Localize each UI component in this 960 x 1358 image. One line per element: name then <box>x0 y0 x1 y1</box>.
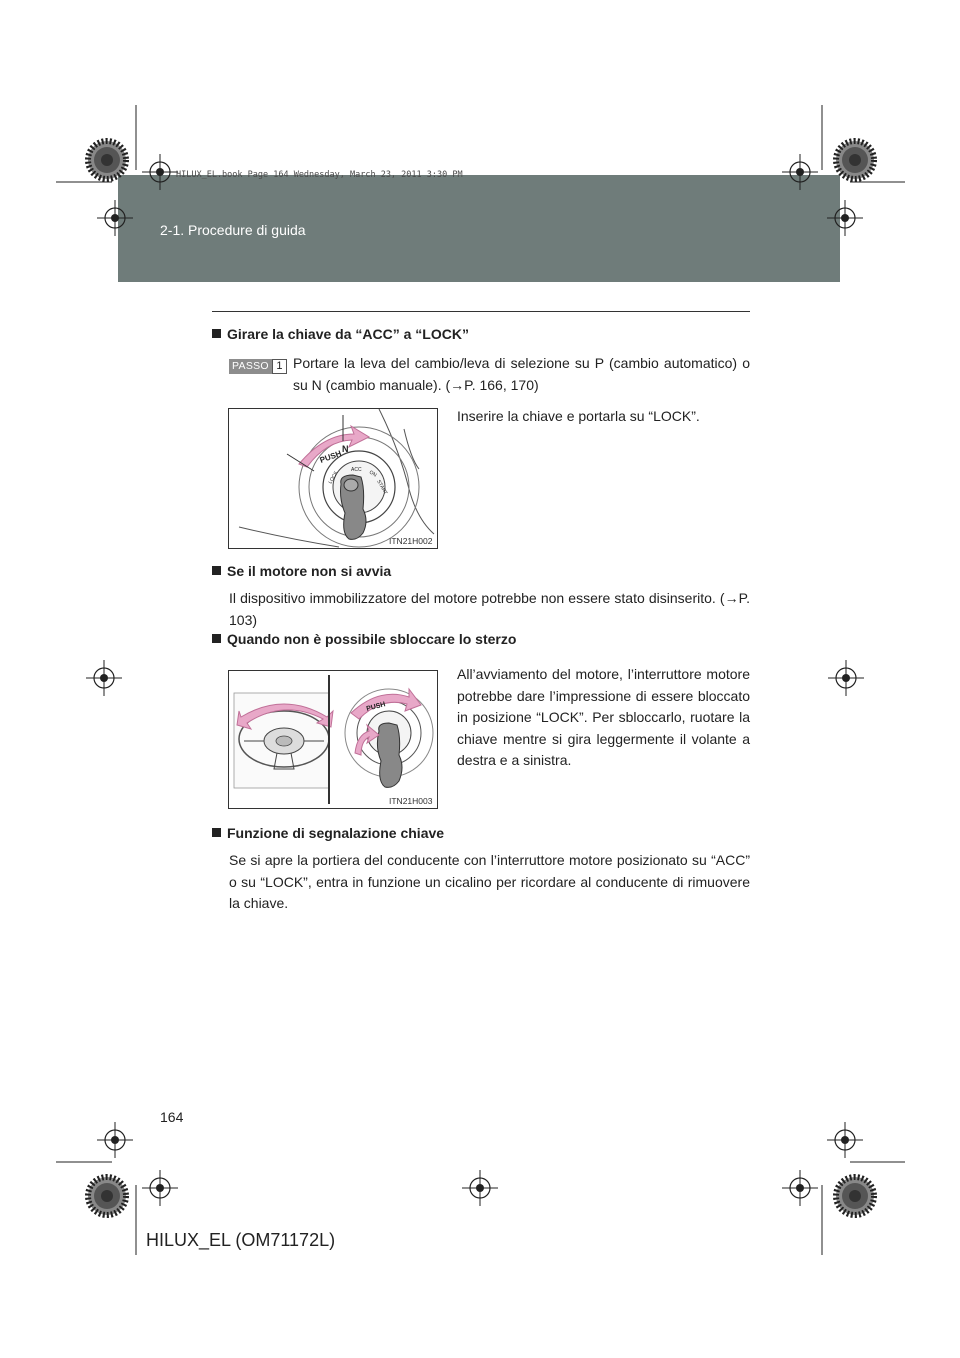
heading-turn-key: Girare la chiave da “ACC” a “LOCK” <box>212 326 469 342</box>
registration-cross-top-left <box>142 154 178 190</box>
step-1-badge: PASSO 1 <box>229 359 287 374</box>
registration-cross-bottom-left-2 <box>142 1170 178 1206</box>
footer-manual-code: HILUX_EL (OM71172L) <box>146 1230 336 1250</box>
label-push-2: PUSH <box>365 701 387 713</box>
engine-not-start-text: Il dispositivo immobilizzatore del motore potrebbe non essere stato disinserito. (→P. 103) <box>229 590 750 628</box>
registration-cross-mid-left <box>86 660 122 696</box>
heading-key-reminder: Funzione di segnalazione chiave <box>212 825 444 841</box>
registration-cross-mid-right <box>828 660 864 696</box>
section-label: 2-1. Procedure di guida <box>160 222 306 238</box>
label-start: START <box>375 479 389 496</box>
registration-star-top-right <box>836 141 874 179</box>
svg-text:N: N <box>342 444 349 454</box>
registration-star-top-left <box>88 141 126 179</box>
registration-cross-bottom-right-2 <box>782 1170 818 1206</box>
figure-code-2: ITN21H003 <box>389 796 433 806</box>
key-reminder-text: Se si apre la portiera del conducente con l’interruttore motore posizionato su “ACC” o su “LOCK”, entra in funzione un cicalino per ricordare al conducente di rimuovere la chiave. <box>229 852 750 911</box>
registration-cross-top-right-2 <box>827 200 863 236</box>
label-lock: LOCK <box>327 470 340 485</box>
heading-steering-lock: Quando non è possibile sbloccare lo sterzo <box>212 631 516 647</box>
label-on: ON <box>368 469 378 479</box>
registration-cross-bottom-center <box>462 1170 498 1206</box>
ignition-illustration <box>229 409 437 548</box>
label-acc: ACC <box>351 467 362 473</box>
heading-engine-not-start: Se il motore non si avvia <box>212 563 391 579</box>
figure-steering-unlock <box>228 670 438 809</box>
registration-cross-top-right <box>782 154 818 190</box>
figure-code: ITN21H002 <box>389 536 433 546</box>
top-rule <box>212 311 750 312</box>
registration-cross-top-left-2 <box>97 200 133 236</box>
figure-ignition-lock <box>228 408 438 549</box>
step-1-text: Portare la leva del cambio/leva di selezione su P (cambio automatico) o su N (cambio manuale). (→P. 166, 170) <box>293 355 750 393</box>
registration-cross-bottom-left <box>97 1122 133 1158</box>
registration-star-bottom-left <box>88 1177 126 1215</box>
registration-star-bottom-right <box>836 1177 874 1215</box>
step-2-text: Inserire la chiave e portarla su “LOCK”. <box>457 408 700 424</box>
print-stamp: HILUX_EL.book Page 164 Wednesday, March 23, 2011 3:30 PM <box>176 170 463 180</box>
label-push: PUSH <box>318 448 343 465</box>
steering-illustration <box>229 671 437 808</box>
steering-lock-text: All’avviamento del motore, l’interruttore motore potrebbe dare l’impressione di essere bloccato in posizione “LOCK”. Per sbloccarlo, ruotare la chiave mentre si gira leggermente il volante a destra e a sinistra. <box>457 666 750 768</box>
page-number: 164 <box>160 1109 184 1125</box>
registration-cross-bottom-right <box>827 1122 863 1158</box>
